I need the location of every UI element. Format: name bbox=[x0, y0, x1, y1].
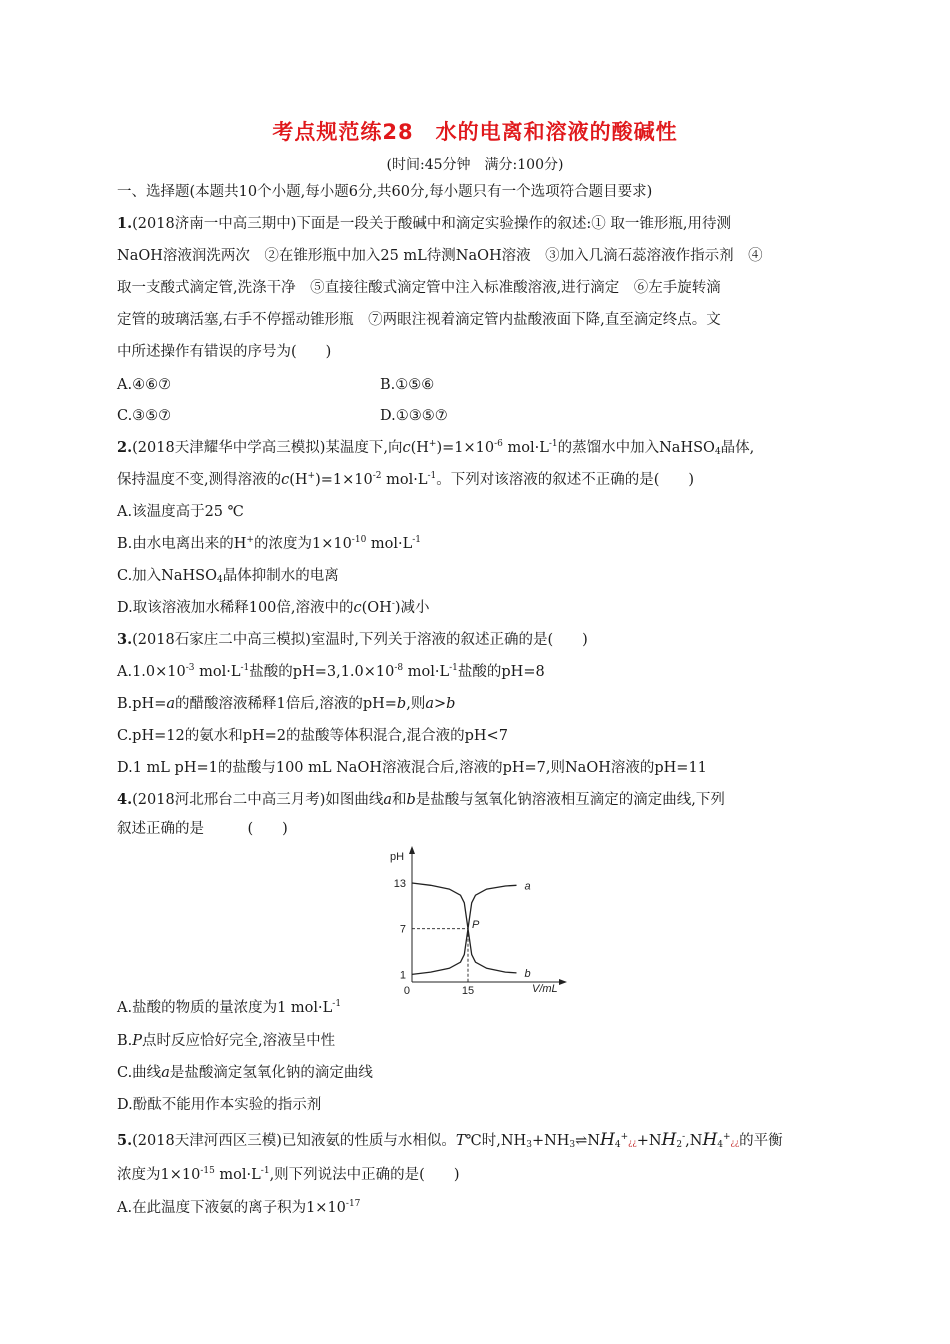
q5-sub: 4 bbox=[717, 1140, 723, 1150]
q3-option-a bbox=[117, 662, 545, 682]
q5-text: N bbox=[587, 1133, 600, 1149]
q2-option-d bbox=[117, 598, 430, 618]
q1-line2: NaOH溶液润洗两次 ②在锥形瓶中加入25 mL待测NaOH溶液 ③加入几滴石蕊溶液作指示剂 ④ bbox=[117, 248, 763, 264]
q5-tiny: ¿¿ bbox=[730, 1138, 740, 1147]
q5-sup: -15 bbox=[200, 1166, 215, 1176]
q3-text: ,则 bbox=[406, 696, 426, 712]
y-axis-label: pH bbox=[390, 851, 405, 863]
q5-text: ,则下列说法中正确的是( ) bbox=[269, 1167, 460, 1183]
q5-sup: + bbox=[620, 1132, 629, 1142]
q2-sup: + bbox=[428, 439, 437, 449]
q4-option-c bbox=[117, 1063, 373, 1083]
section-heading: 一、选择题(本题共10个小题,每小题6分,共60分,每小题只有一个选项符合题目要求) bbox=[117, 184, 653, 200]
q3-text: (2018石家庄二中高三模拟)室温时,下列关于溶液的叙述正确的是( ) bbox=[132, 632, 588, 648]
q4-text: 和 bbox=[392, 792, 407, 808]
x-tick-label: 0 bbox=[403, 985, 410, 994]
titration-chart bbox=[376, 844, 576, 994]
q2-sub: 4 bbox=[217, 575, 223, 585]
q5-text: +N bbox=[636, 1133, 662, 1149]
q4-var: P bbox=[132, 1033, 143, 1049]
page-title: 考点规范练28 水的电离和溶液的酸碱性 bbox=[272, 120, 678, 144]
q4-text: 是盐酸与氢氧化钠溶液相互滴定的滴定曲线,下列 bbox=[415, 792, 725, 808]
q2-text: 晶体, bbox=[720, 440, 755, 456]
q3-var: a bbox=[166, 696, 175, 712]
q3-sup: -8 bbox=[394, 663, 404, 673]
q2-line1 bbox=[117, 438, 754, 458]
q5-var: H bbox=[702, 1130, 718, 1150]
q4-text: A.盐酸的物质的量浓度为1 mol·L bbox=[117, 1000, 333, 1016]
q4-text: C.曲线 bbox=[117, 1065, 162, 1081]
q4-option-d: D.酚酞不能用作本实验的指示剂 bbox=[117, 1097, 322, 1113]
q2-text: (H bbox=[289, 472, 308, 488]
q3-option-d: D.1 mL pH=1的盐酸与100 mL NaOH溶液混合后,溶液的pH=7,则NaOH溶液的pH=11 bbox=[117, 760, 707, 776]
q3-text: 的醋酸溶液稀释1倍后,溶液的pH= bbox=[175, 696, 397, 712]
q5-line2 bbox=[117, 1165, 460, 1185]
q5-number: 5. bbox=[117, 1132, 133, 1149]
curve-a bbox=[412, 885, 517, 974]
q3-sup: -1 bbox=[449, 663, 458, 673]
q4-sup: -1 bbox=[332, 999, 342, 1009]
q4-text: (2018河北邢台二中高三月考)如图曲线 bbox=[132, 792, 384, 808]
x-tick-label: 15 bbox=[461, 985, 475, 994]
q3-text: 盐酸的pH=3,1.0×10 bbox=[249, 664, 395, 680]
q1-line1 bbox=[117, 214, 731, 234]
q3-text: mol·L bbox=[194, 664, 241, 680]
q2-text: D.取该溶液加水稀释100倍,溶液中的 bbox=[117, 600, 354, 616]
q4-line1 bbox=[117, 790, 725, 810]
q1-line5: 中所述操作有错误的序号为( ) bbox=[117, 344, 332, 360]
q1-options-row2 bbox=[117, 406, 448, 426]
q5-text: 浓度为1×10 bbox=[117, 1167, 201, 1183]
y-axis-arrow bbox=[409, 846, 415, 854]
q4-var: b bbox=[406, 792, 416, 808]
chart-axes bbox=[409, 846, 567, 985]
q2-text: C.加入NaHSO bbox=[117, 568, 217, 584]
q2-text: mol·L bbox=[502, 440, 549, 456]
q2-text: (OH bbox=[361, 600, 392, 616]
q3-stem bbox=[117, 630, 588, 650]
q2-number: 2. bbox=[117, 439, 133, 456]
q2-option-a: A.该温度高于25 ℃ bbox=[117, 504, 244, 520]
q2-text: 保持温度不变,测得溶液的 bbox=[117, 472, 282, 488]
q1-option-d: D.①③⑤⑦ bbox=[380, 408, 448, 424]
q2-text: 的蒸馏水中加入NaHSO bbox=[557, 440, 715, 456]
q2-text: )=1×10 bbox=[315, 472, 373, 488]
q2-c-symbol: c bbox=[353, 600, 362, 616]
curve-b bbox=[412, 883, 517, 973]
x-axis-arrow bbox=[559, 979, 567, 985]
q2-line2 bbox=[117, 470, 694, 490]
q5-text: (2018天津河西区三模)已知液氨的性质与水相似。 bbox=[132, 1133, 456, 1149]
q5-tiny: ¿¿ bbox=[628, 1138, 637, 1147]
y-tick-label: 7 bbox=[399, 923, 406, 936]
q1-text: (2018济南一中高三期中)下面是一段关于酸碱中和滴定实验操作的叙述:① 取一锥形瓶,用待测 bbox=[132, 216, 731, 232]
q2-text: 晶体抑制水的电离 bbox=[222, 568, 339, 584]
q4-text: 点时反应恰好完全,溶液呈中性 bbox=[142, 1033, 336, 1049]
q5-option-a bbox=[117, 1198, 360, 1218]
y-tick-label: 1 bbox=[399, 969, 406, 982]
x-axis-label: V/mL bbox=[532, 983, 558, 994]
q5-text: mol·L bbox=[214, 1167, 261, 1183]
q2-sup: -10 bbox=[351, 535, 367, 545]
q1-option-c: C.③⑤⑦ bbox=[117, 408, 172, 424]
q5-sup: -17 bbox=[345, 1199, 361, 1209]
q3-var: b bbox=[446, 696, 456, 712]
q4-number: 4. bbox=[117, 791, 133, 808]
page-subtitle: (时间:45分钟 满分:100分) bbox=[386, 157, 564, 173]
q3-text: > bbox=[433, 696, 447, 712]
q4-line2: 叙述正确的是 ( ) bbox=[117, 821, 288, 837]
q1-option-a: A.④⑥⑦ bbox=[117, 377, 172, 393]
q2-sup: + bbox=[307, 471, 316, 481]
series-label-b: b bbox=[524, 967, 531, 980]
q5-sub: 3 bbox=[526, 1140, 532, 1150]
q3-var: a bbox=[425, 696, 434, 712]
q4-var: a bbox=[383, 792, 393, 808]
q2-text: (H bbox=[410, 440, 429, 456]
q2-sup: -1 bbox=[412, 535, 422, 545]
q1-line4: 定管的玻璃活塞,右手不停摇动锥形瓶 ⑦两眼注视着滴定管内盐酸液面下降,直至滴定终点。文 bbox=[117, 312, 721, 328]
q2-text: )=1×10 bbox=[436, 440, 495, 456]
q5-sup: - bbox=[682, 1132, 686, 1142]
q1-line3: 取一支酸式滴定管,洗涤干净 ⑤直接往酸式滴定管中注入标准酸溶液,进行滴定 ⑥左手旋转滴 bbox=[117, 280, 721, 296]
q5-sub: 4 bbox=[614, 1140, 621, 1150]
q2-text: (2018天津耀华中学高三模拟)某温度下,向 bbox=[132, 440, 403, 456]
q2-c-symbol: c bbox=[281, 472, 290, 488]
chart-ticks bbox=[394, 878, 474, 994]
q3-number: 3. bbox=[117, 631, 133, 648]
q4-var: a bbox=[161, 1065, 170, 1081]
q5-var: H bbox=[600, 1130, 615, 1150]
q3-text: 盐酸的pH=8 bbox=[457, 664, 545, 680]
q2-sup: -1 bbox=[548, 439, 558, 449]
q3-sup: -1 bbox=[240, 663, 250, 673]
q2-sup: -1 bbox=[427, 471, 437, 481]
q2-text: 的浓度为1×10 bbox=[253, 536, 352, 552]
q2-text: 。下列对该溶液的叙述不正确的是( ) bbox=[436, 472, 695, 488]
q2-option-c bbox=[117, 566, 339, 586]
q2-text: B.由水电离出来的H bbox=[117, 536, 247, 552]
q2-text: mol·L bbox=[366, 536, 413, 552]
q2-option-b bbox=[117, 534, 421, 554]
q4-text: B. bbox=[117, 1033, 133, 1049]
q2-sup: -6 bbox=[494, 439, 503, 449]
point-p-label: P bbox=[472, 919, 480, 931]
q3-sup: -3 bbox=[185, 663, 195, 673]
q1-option-b: B.①⑤⑥ bbox=[380, 377, 435, 393]
y-tick-label: 13 bbox=[393, 878, 406, 890]
q1-options-row1 bbox=[117, 375, 435, 395]
q5-text: ℃时,NH bbox=[465, 1133, 527, 1149]
q3-text: A.1.0×10 bbox=[117, 664, 186, 680]
q5-sub: 3 bbox=[569, 1140, 576, 1150]
q4-option-b bbox=[117, 1031, 335, 1051]
q4-text: 是盐酸滴定氢氧化钠的滴定曲线 bbox=[169, 1065, 373, 1081]
q3-text: mol·L bbox=[403, 664, 450, 680]
q5-sup: + bbox=[723, 1132, 731, 1142]
q5-sub: 2 bbox=[676, 1140, 683, 1150]
q3-text: B.pH= bbox=[117, 696, 167, 712]
q5-line1 bbox=[117, 1130, 783, 1153]
q1-number: 1. bbox=[117, 215, 133, 232]
q3-option-c: C.pH=12的氨水和pH=2的盐酸等体积混合,混合液的pH<7 bbox=[117, 728, 508, 744]
q5-var: H bbox=[661, 1130, 677, 1150]
q2-sup: -2 bbox=[372, 471, 382, 481]
q3-option-b bbox=[117, 694, 455, 714]
q5-text: A.在此温度下液氨的离子积为1×10 bbox=[117, 1200, 346, 1216]
q2-sup: - bbox=[391, 599, 395, 609]
q5-text: +NH bbox=[531, 1133, 570, 1149]
q2-text: )减小 bbox=[394, 600, 430, 616]
q2-text: mol·L bbox=[381, 472, 428, 488]
series-label-a: a bbox=[524, 880, 531, 893]
q5-sup: -1 bbox=[260, 1166, 270, 1176]
q4-option-a bbox=[117, 998, 341, 1018]
q5-var: T bbox=[455, 1133, 466, 1149]
q5-text: ,N bbox=[685, 1133, 703, 1149]
q2-sup: + bbox=[246, 535, 254, 545]
q2-sub: 4 bbox=[714, 447, 721, 457]
q3-var: b bbox=[396, 696, 407, 712]
equilibrium-arrow-icon: ⇌ bbox=[575, 1133, 588, 1149]
q5-text: 的平衡 bbox=[739, 1133, 783, 1149]
q2-c-symbol: c bbox=[402, 440, 411, 456]
